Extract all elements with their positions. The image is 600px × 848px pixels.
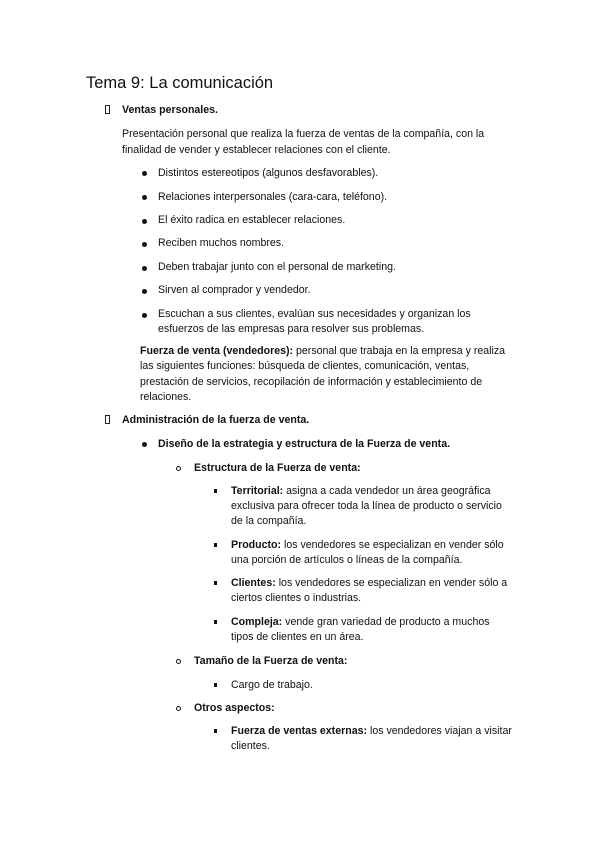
bullet-item-cont: esfuerzos de las empresas para resolver sus problemas. [158,323,425,335]
text-territorial: asigna a cada vendedor un área geográfica [283,485,491,497]
item-territorial-cont: de la compañía. [231,515,307,527]
subitem-tamano: Tamaño de la Fuerza de venta: [194,655,348,667]
text-producto: los vendedores se especializan en vender sólo [281,539,504,551]
bullet-item: Escuchan a sus clientes, evalúan sus necesidades y organizan los [158,308,471,320]
item-compleja-cont: tipos de clientes en un área. [231,631,364,643]
section-box-icon [105,415,110,424]
bullet-item: Reciben muchos nombres. [158,237,285,249]
square-bullet-icon [214,683,217,687]
fuerza-venta-line: relaciones. [140,391,192,403]
subitem-otros: Otros aspectos: [194,702,275,714]
bullet-dot-icon [142,442,147,447]
text-compleja: vende gran variedad de producto a muchos [282,616,490,628]
circle-bullet-icon [176,466,181,471]
bullet-item-design: Diseño de la estrategia y estructura de la Fuerza de venta. [158,438,451,450]
term-clientes: Clientes: [231,577,276,589]
item-territorial-cont: exclusiva para ofrecer toda la línea de producto o servicio [231,500,502,512]
square-bullet-icon [214,543,217,547]
term-producto: Producto: [231,539,282,551]
square-bullet-icon [214,489,217,493]
item-externas-cont: clientes. [231,740,270,752]
fuerza-venta-text: personal que trabaja en la empresa y realiza [293,345,506,357]
item-cargo: Cargo de trabajo. [231,679,313,691]
bullet-item: Deben trabajar junto con el personal de marketing. [158,261,396,273]
item-producto [231,537,504,553]
bullet-item: Sirven al comprador y vendedor. [158,284,311,296]
page-title: Tema 9: La comunicación [86,74,274,92]
bullet-dot-icon [142,289,147,294]
term-compleja: Compleja: [231,616,283,628]
fuerza-venta-line: las siguientes funciones: búsqueda de clientes, comunicación, ventas, [140,360,470,372]
bullet-item: El éxito radica en establecer relaciones. [158,214,346,226]
item-clientes-cont: ciertos clientes o industrias. [231,592,362,604]
square-bullet-icon [214,620,217,624]
term-externas: Fuerza de ventas externas: [231,725,368,737]
item-compleja [231,614,490,630]
fuerza-venta-line: prestación de servicios, recopilación de información y establecimiento de [140,376,483,388]
bullet-dot-icon [142,219,147,224]
subitem-estructura: Estructura de la Fuerza de venta: [194,462,361,474]
item-externas [231,723,512,739]
bullet-dot-icon [142,171,147,176]
item-clientes [231,575,507,591]
bullet-dot-icon [142,242,147,247]
bullet-item: Relaciones interpersonales (cara-cara, teléfono). [158,191,388,203]
circle-bullet-icon [176,659,181,664]
fuerza-venta-paragraph [140,343,505,359]
section-heading-administracion: Administración de la fuerza de venta. [122,414,310,426]
term-territorial: Territorial: [231,485,284,497]
square-bullet-icon [214,581,217,585]
section-box-icon [105,105,110,114]
text-clientes: los vendedores se especializan en vender sólo a [275,577,508,589]
bullet-dot-icon [142,195,147,200]
square-bullet-icon [214,729,217,733]
circle-bullet-icon [176,706,181,711]
item-territorial [231,483,491,499]
text-externas: los vendedores viajan a visitar [367,725,512,737]
intro-line: Presentación personal que realiza la fuerza de ventas de la compañía, con la [122,128,485,140]
fuerza-venta-term: Fuerza de venta (vendedores): [140,345,294,357]
bullet-item: Distintos estereotipos (algunos desfavorables). [158,167,379,179]
intro-line: finalidad de vender y establecer relaciones con el cliente. [122,144,391,156]
bullet-dot-icon [142,266,147,271]
item-producto-cont: una porción de artículos o líneas de la compañía. [231,554,463,566]
section-heading-ventas: Ventas personales. [122,104,218,116]
bullet-dot-icon [142,313,147,318]
